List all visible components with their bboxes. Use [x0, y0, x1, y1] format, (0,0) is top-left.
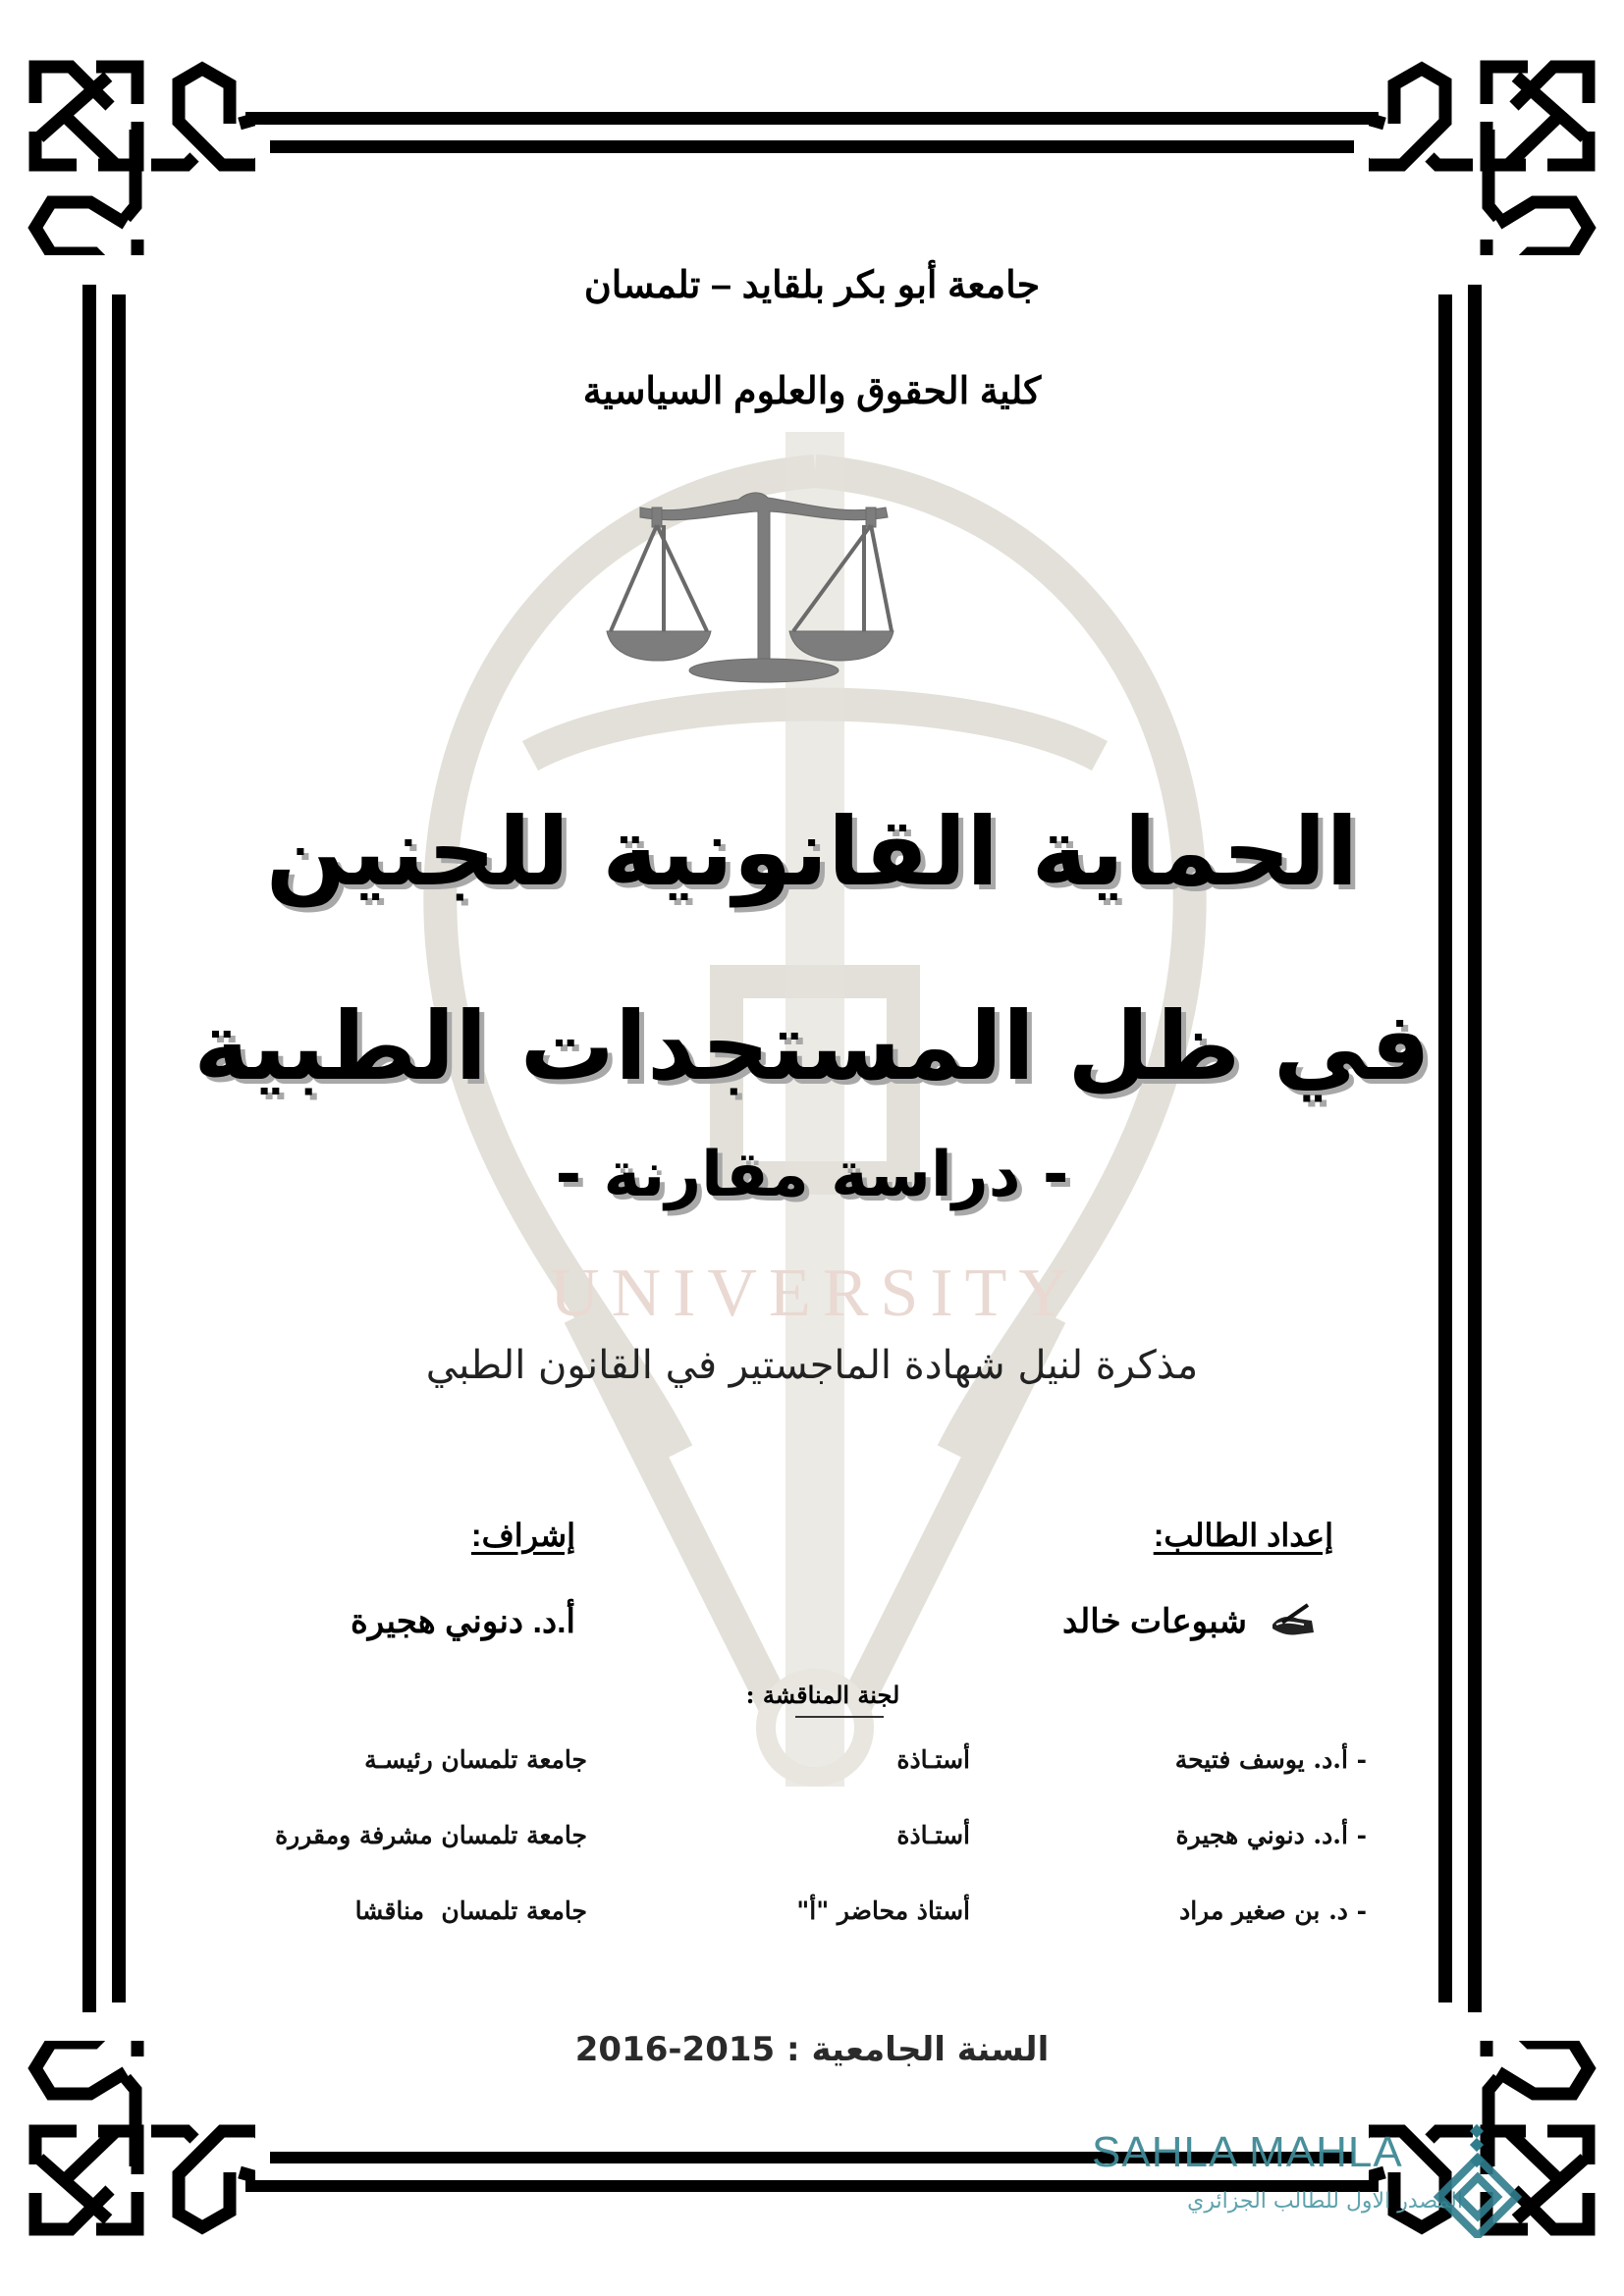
academic-year: السنة الجامعية : 2015-2016: [574, 2030, 1050, 2069]
degree-statement: مذكرة لنيل شهادة الماجستير في القانون الطبي: [425, 1343, 1199, 1388]
corner-knot-top-left-icon: [0, 0, 255, 255]
committee-member-name: - د. بن صغير مراد: [1179, 1896, 1367, 1925]
brand-tagline: المصدر الاول للطالب الجزائري: [1187, 2189, 1463, 2214]
university-name: جامعة أبو بكر بلقايد – تلمسان: [583, 265, 1041, 306]
brand-name: SAHLA MAHLA: [1092, 2128, 1403, 2176]
seal-text: UNIVERSITY: [550, 1255, 1080, 1331]
supervisor-label: إشراف:: [470, 1518, 575, 1553]
committee-member-role: جامعة تلمسان مشرفة ومقررة: [275, 1821, 587, 1849]
border-top-outer: [245, 112, 1379, 125]
committee-member-role: جامعة تلمسان مناقشا: [354, 1896, 587, 1925]
supervisor-name: أ.د. دنوني هجيرة: [350, 1603, 575, 1640]
committee-member-name: - أ.د. يوسف فتيحة: [1174, 1745, 1367, 1774]
committee-member-role: جامعة تلمسان رئيسـة: [364, 1745, 587, 1774]
scales-of-justice-icon: [601, 486, 925, 692]
committee-member-name: - أ.د. دنوني هجيرة: [1175, 1821, 1367, 1849]
corner-knot-bottom-left-icon: [0, 2041, 255, 2296]
student-label: إعداد الطالب:: [1153, 1518, 1333, 1553]
faculty-name: كلية الحقوق والعلوم السياسية: [582, 371, 1042, 412]
thesis-title-line-2: في ظل المستجدات الطبية: [193, 991, 1431, 1101]
committee-member-rank: أستـاذة: [896, 1821, 970, 1849]
committee-member-rank: أستـاذة: [896, 1745, 970, 1774]
thesis-title-line-1: الحماية القانونية للجنين: [265, 797, 1359, 907]
student-name: شبوعات خالد: [1062, 1603, 1247, 1640]
brand-logo-icon: [1429, 2120, 1527, 2238]
committee-title-underline: [795, 1716, 884, 1718]
committee-member-rank: أستاذ محاضر "أ": [796, 1896, 970, 1925]
committee-title: لجنة المناقشة :: [745, 1681, 900, 1709]
writing-hand-icon: [1269, 1603, 1316, 1638]
border-top-inner: [270, 140, 1354, 153]
thesis-subtitle: - دراسة مقارنة -: [555, 1139, 1069, 1211]
corner-knot-top-right-icon: [1369, 0, 1624, 255]
